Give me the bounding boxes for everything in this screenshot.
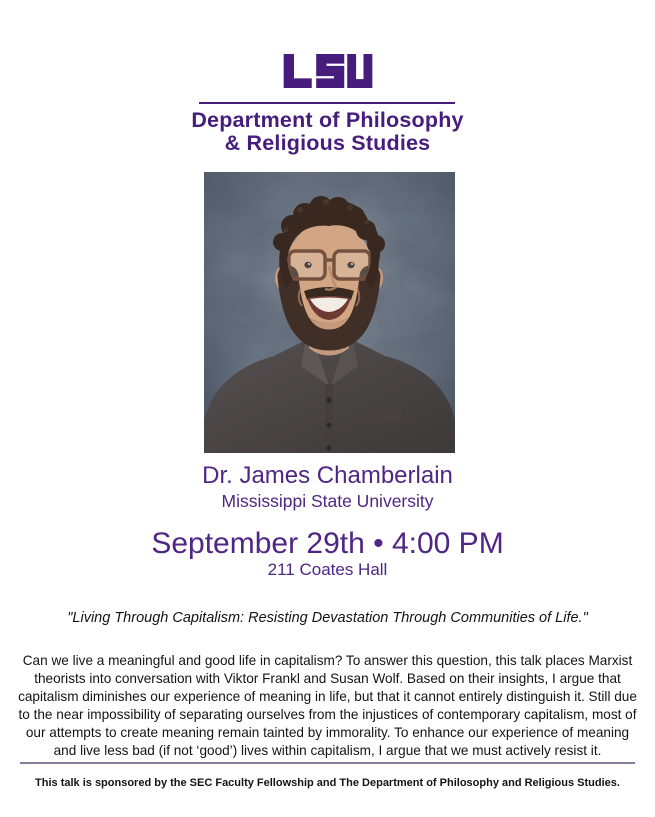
logo-divider-line bbox=[199, 102, 455, 104]
talk-abstract: Can we live a meaningful and good life in capitalism? To answer this question, this talk places Marxist theorists into conversation with Viktor Frankl and Susan Wolf. Based on their insights, I argue that capitalism diminishes our experience of meaning in life, but that it cannot entirely distinguish it. Still due to the near impossibility of separating ourselves from the injustices of contemporary capitalism, most of our attempts to create meaning remain tainted by immorality. To enhance our experience of meaning and live less bad (if not ‘good’) lives within capitalism, I argue that we must actively resist it. bbox=[18, 653, 637, 758]
department-line2: & Religious Studies bbox=[224, 130, 431, 155]
speaker-portrait-illustration bbox=[204, 172, 455, 453]
footer-divider-line bbox=[20, 762, 635, 764]
event-location: 211 Coates Hall bbox=[267, 560, 388, 579]
event-datetime: September 29th • 4:00 PM bbox=[151, 527, 504, 560]
speaker-name: Dr. James Chamberlain bbox=[202, 462, 453, 489]
lsu-logo-icon bbox=[275, 54, 381, 88]
department-name bbox=[0, 109, 655, 154]
lsu-logo bbox=[0, 54, 655, 93]
sponsor-note: This talk is sponsored by the SEC Faculty Fellowship and The Department of Philosophy and Religious Studies. bbox=[35, 777, 620, 789]
department-line1: Department of Philosophy bbox=[191, 108, 464, 132]
speaker-photo bbox=[204, 172, 455, 453]
speaker-affiliation: Mississippi State University bbox=[221, 491, 434, 511]
talk-title: "Living Through Capitalism: Resisting Devastation Through Communities of Life." bbox=[67, 610, 588, 626]
